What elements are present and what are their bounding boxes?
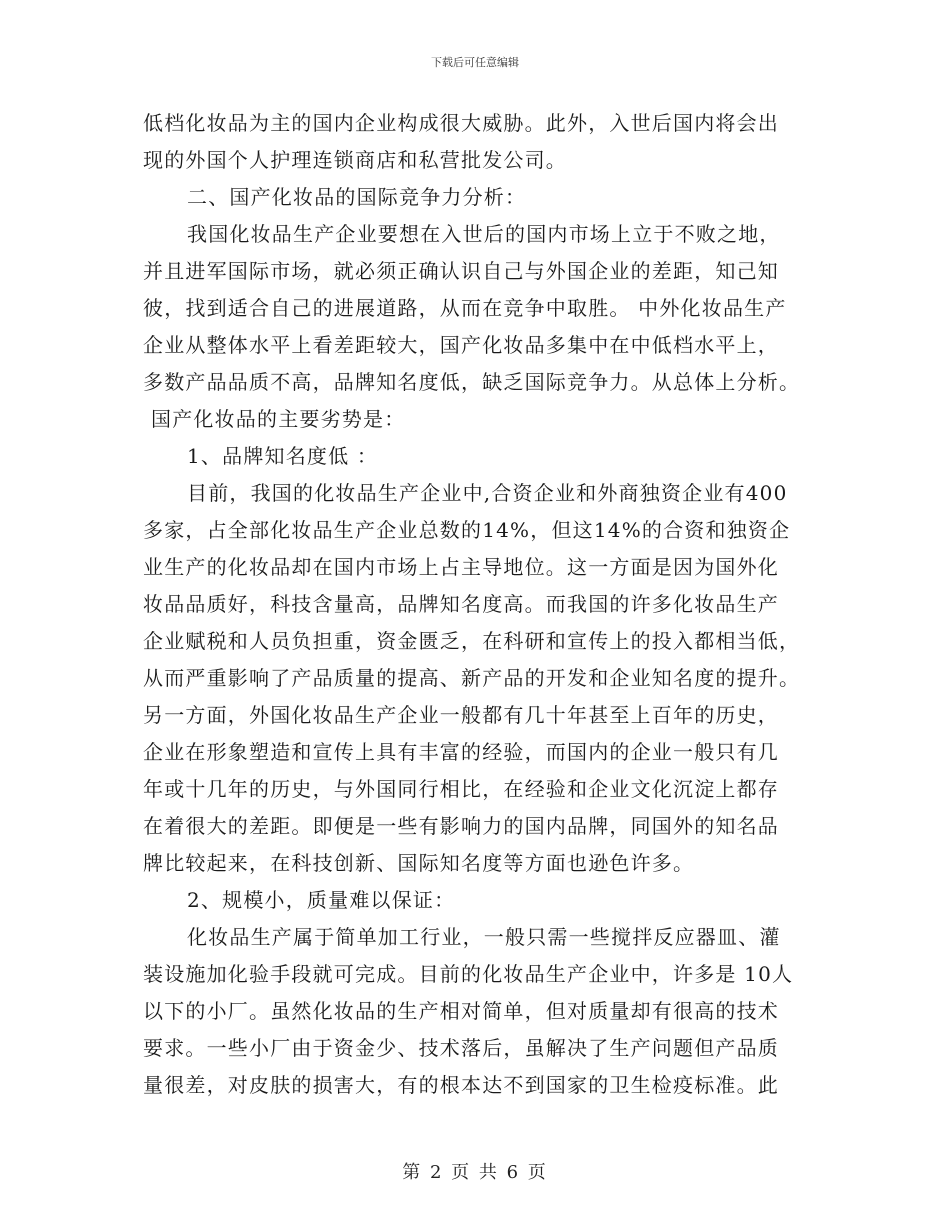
text-line: 妆品品质好，科技含量高，品牌知名度高。而我国的许多化妆品生产	[143, 592, 779, 616]
page-header: 下载后可任意编辑	[431, 56, 519, 69]
text-line: 从而严重影响了产品质量的提高、新产品的开发和企业知名度的提升。	[143, 666, 801, 690]
text-line: 彼，找到适合自己的进展道路，从而在竞争中取胜。 中外化妆品生产	[143, 296, 787, 320]
subsection-heading: 2、规模小，质量难以保证：	[187, 888, 456, 912]
text-line: 牌比较起来，在科技创新、国际知名度等方面也逊色许多。	[143, 851, 695, 875]
text-line: 企业从整体水平上看差距较大，国产化妆品多集中在中低档水平上，	[143, 333, 779, 357]
text-line: 另一方面，外国化妆品生产企业一般都有几十年甚至上百年的历史，	[143, 703, 779, 727]
text-line: 目前，我国的化妆品生产企业中,合资企业和外商独资企业有400	[187, 481, 788, 505]
text-line: 现的外国个人护理连锁商店和私营批发公司。	[143, 148, 567, 172]
text-line: 多家，占全部化妆品生产企业总数的14%，但这14%的合资和独资企	[143, 518, 791, 542]
text-line: 要求。一些小厂由于资金少、技术落后，虽解决了生产问题但产品质	[143, 1036, 779, 1060]
section-heading: 二、国产化妆品的国际竞争力分析：	[187, 185, 527, 209]
text-line: 我国化妆品生产企业要想在入世后的国内市场上立于不败之地，	[187, 222, 781, 246]
text-line: 化妆品生产属于简单加工行业，一般只需一些搅拌反应器皿、灌	[187, 925, 781, 949]
subsection-heading: 1、品牌知名度低 ：	[187, 444, 379, 468]
text-line: 业生产的化妆品却在国内市场上占主导地位。这一方面是因为国外化	[143, 555, 779, 579]
page-footer: 第 2 页 共 6 页	[402, 1162, 548, 1183]
text-line: 国产化妆品的主要劣势是：	[151, 407, 406, 431]
text-line: 装设施加化验手段就可完成。目前的化妆品生产企业中，许多是 10人	[143, 962, 794, 986]
text-line: 在着很大的差距。即便是一些有影响力的国内品牌，同国外的知名品	[143, 814, 779, 838]
text-line: 并且进军国际市场，就必须正确认识自己与外国企业的差距，知己知	[143, 259, 779, 283]
text-line: 企业赋税和人员负担重，资金匮乏，在科研和宣传上的投入都相当低，	[143, 629, 801, 653]
text-line: 低档化妆品为主的国内企业构成很大威胁。此外，入世后国内将会出	[143, 111, 779, 135]
text-line: 以下的小厂。虽然化妆品的生产相对简单，但对质量却有很高的技术	[143, 999, 779, 1023]
document-body	[143, 105, 823, 1104]
text-line: 多数产品品质不高，品牌知名度低，缺乏国际竞争力。从总体上分析。	[143, 370, 801, 394]
text-line: 年或十几年的历史，与外国同行相比，在经验和企业文化沉淀上都存	[143, 777, 779, 801]
text-line: 企业在形象塑造和宣传上具有丰富的经验，而国内的企业一般只有几	[143, 740, 779, 764]
text-line: 量很差，对皮肤的损害大，有的根本达不到国家的卫生检疫标准。此	[143, 1073, 779, 1097]
